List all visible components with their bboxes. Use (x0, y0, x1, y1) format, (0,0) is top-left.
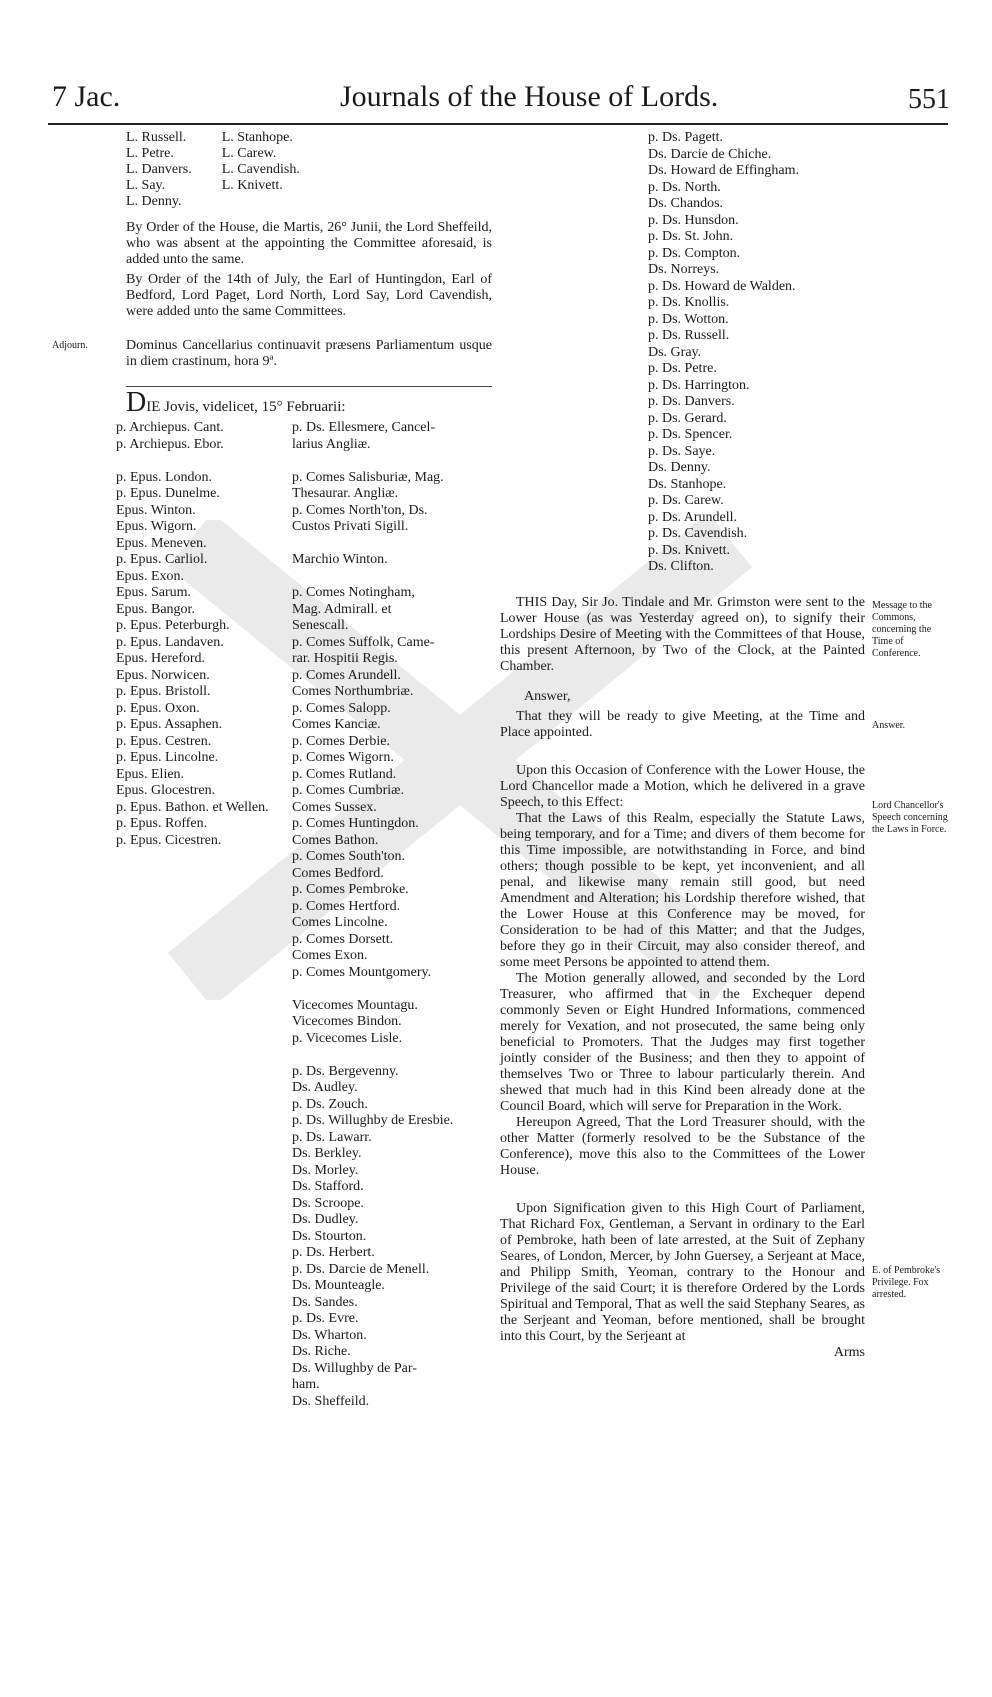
attendance-entry: Ds. Audley. (292, 1080, 358, 1095)
order-2: By Order of the 14th of July, the Earl of Huntingdon, Earl of Bedford, Lord Paget, Lord North, Lord Say, Lord Cavendish, were added unto the same Committees. (126, 272, 492, 319)
margin-chancellor: Lord Chancellor's Speech concerning the Laws in Force. (872, 800, 948, 835)
attendance-entry: Epus. Winton. (116, 502, 196, 518)
catchword: Arms (833, 1345, 865, 1360)
conference-paragraph: Upon this Occasion of Conference with the Lower House, the Lord Chancellor made a Motion, which he delivered in a grave Speech, to this Effect: (500, 763, 865, 810)
attendance-entry: p. Ds. Evre. (292, 1311, 359, 1326)
attendance-entry: Thesaurar. Angliæ. (292, 486, 399, 501)
committee-lord: L. Danvers. (126, 162, 192, 177)
attendance-entry: rar. Hospitii Regis. (292, 651, 398, 666)
attendance-entry: p. Ds. Lawarr. (292, 1129, 372, 1145)
attendance-peers (292, 420, 453, 1410)
attendance-entry: p. Epus. Cestren. (116, 733, 212, 749)
attendance-entry: Comes Northumbriæ. (292, 684, 414, 699)
attendance-entry: p. Ds. Russell. (648, 328, 730, 343)
attendance-entry (292, 569, 453, 586)
attendance-entry: Ds. Dudley. (292, 1212, 359, 1227)
attendance-entry: Ds. Stanhope. (648, 476, 727, 492)
attendance-entry: Comes Kanciæ. (292, 717, 381, 732)
attendance-entry: p. Comes Salisburiæ, Mag. (292, 469, 444, 485)
right-column (500, 595, 865, 1361)
attendance-entry: Ds. Gray. (648, 344, 702, 360)
attendance-entry: p. Epus. Oxon. (116, 700, 200, 716)
attendance-entry: p. Comes Hertford. (292, 898, 401, 914)
attendance-entry: Comes Exon. (292, 948, 368, 963)
attendance-entry: Senescall. (292, 618, 349, 633)
left-column (52, 130, 492, 418)
attendance-entry: p. Ds. Carew. (648, 493, 724, 508)
attendance-entry: p. Ds. Petre. (648, 361, 717, 376)
attendance-entry: p. Comes Mountgomery. (292, 964, 432, 980)
attendance-entry: p. Epus. Cicestren. (116, 832, 222, 848)
attendance-entry: Epus. Elien. (116, 766, 185, 782)
attendance-entry: p. Ds. Wotton. (648, 311, 729, 327)
day-heading (126, 386, 492, 418)
attendance-entry: Ds. Howard de Effingham. (648, 163, 799, 178)
attendance-entry: Epus. Meneven. (116, 535, 207, 551)
committee-lord: L. Carew. (221, 146, 277, 161)
committee-lord: L. Denny. (126, 194, 182, 209)
attendance-entry: Ds. Willughby de Par- (292, 1360, 417, 1376)
attendance-entry: p. Ds. Herbert. (292, 1245, 375, 1260)
attendance-entry: Ds. Morley. (292, 1162, 359, 1178)
attendance-entry: p. Ds. Knivett. (648, 542, 731, 558)
agreed-paragraph: Hereupon Agreed, That the Lord Treasurer should, with the other Matter (formerly resolved to be the Substance of the Conference), move this also to the Committees of the Lower House. (500, 1115, 865, 1178)
attendance-entry: p. Epus. Peterburgh. (116, 618, 230, 633)
attendance-entry: p. Epus. Bathon. et Wellen. (116, 799, 269, 815)
attendance-entry: Ds. Sandes. (292, 1294, 358, 1310)
attendance-entry: p. Ds. Ellesmere, Cancel- (292, 420, 436, 435)
day-heading-text: IE Jovis, videlicet, 15° Februarii: (146, 399, 346, 415)
attendance-entry: p. Comes Rutland. (292, 766, 397, 782)
margin-adjourn: Adjourn. (52, 340, 88, 351)
attendance-entry: Ds. Scroope. (292, 1195, 364, 1211)
attendance-entry: ham. (292, 1377, 320, 1392)
attendance-entry: p. Comes South'ton. (292, 849, 405, 864)
attendance-entry: p. Comes Pembroke. (292, 882, 409, 897)
attendance-entry: p. Ds. Willughby de Eresbie. (292, 1113, 454, 1128)
attendance-barons (648, 130, 799, 576)
attendance-entry: p. Comes Cumbriæ. (292, 783, 405, 798)
attendance-entry: p. Ds. Bergevenny. (292, 1063, 399, 1079)
attendance-entry (292, 1047, 453, 1064)
treasurer-paragraph: The Motion generally allowed, and seconded by the Lord Treasurer, who affirmed that in the Exchequer depend commonly Seven or Eight Hundred Informations, commenced merely for Vexation, and not prosecuted, the same being only beneficial to Promoters. That the Judges may first together jointly consider of the Business; and then they to appoint of themselves Two or Three to labour particularly therein. And shewed that much had in this Kind been already done at the Council Board, which will serve for Preparation in the Work. (500, 971, 865, 1114)
attendance-entry: p. Ds. Danvers. (648, 394, 735, 409)
attendance-entry: Epus. Hereford. (116, 651, 206, 666)
attendance-entry: p. Ds. Compton. (648, 245, 741, 261)
attendance-entry: Epus. Norwicen. (116, 667, 210, 683)
header-title: Journals of the House of Lords. (340, 80, 719, 113)
attendance-entry: Epus. Wigorn. (116, 519, 197, 534)
attendance-entry: p. Archiepus. Cant. (116, 420, 224, 435)
attendance-entry: p. Ds. North. (648, 179, 721, 195)
committee-lords (126, 130, 492, 210)
attendance-entry: larius Angliæ. (292, 436, 371, 452)
attendance-entry: p. Epus. Roffen. (116, 816, 208, 831)
attendance-entry: p. Ds. Gerard. (648, 410, 727, 426)
attendance-entry: Comes Lincolne. (292, 915, 388, 930)
attendance-entry: p. Ds. Howard de Walden. (648, 278, 796, 294)
attendance-entry: p. Comes Notingham, (292, 585, 415, 600)
committee-col-1 (126, 130, 192, 210)
attendance-entry: Ds. Wharton. (292, 1327, 367, 1343)
attendance-bishops (116, 420, 269, 849)
attendance-entry: p. Ds. Knollis. (648, 295, 730, 310)
attendance-entry: Ds. Clifton. (648, 559, 714, 574)
attendance-entry (116, 453, 269, 470)
page-number: 551 (908, 84, 950, 115)
committee-lord: L. Say. (126, 178, 166, 193)
attendance-entry: Custos Privati Sigill. (292, 519, 409, 534)
attendance-entry: p. Comes Huntingdon. (292, 816, 419, 831)
attendance-entry: p. Comes Salopp. (292, 700, 391, 716)
attendance-entry: p. Epus. Lincolne. (116, 750, 219, 765)
committee-col-2 (222, 130, 300, 210)
attendance-entry: p. Epus. Assaphen. (116, 717, 223, 732)
committee-lord: L. Cavendish. (221, 162, 300, 177)
attendance-entry: p. Comes Wigorn. (292, 750, 394, 765)
attendance-entry: Comes Sussex. (292, 799, 377, 815)
attendance-entry: p. Epus. Landaven. (116, 634, 224, 650)
attendance-entry: p. Ds. Saye. (648, 443, 716, 459)
margin-message: Message to the Commons, concerning the Time of Conference. (872, 600, 932, 659)
attendance-entry: Mag. Admirall. et (292, 601, 392, 617)
attendance-entry: p. Ds. Cavendish. (648, 526, 748, 541)
margin-answer: Answer. (872, 720, 906, 731)
attendance-entry: Ds. Berkley. (292, 1146, 362, 1161)
attendance-entry: Comes Bedford. (292, 865, 384, 881)
attendance-entry: p. Ds. Arundell. (648, 509, 738, 525)
answer-label: Answer, (524, 689, 571, 704)
chancellor-speech: That the Laws of this Realm, especially the Statute Laws, being temporary, and for a Time; and divers of them become for this Time impossible, are notwithstanding in Force, and bind others; though possible to be kept, yet inconvenient, and all penal, and likewise many remain still good, but need Amendment and Alteration; his Lordship therefore wished, that the Lower House at this Conference may be moved, for Consideration to be had of this Matter; and that the Judges, before they go in their Circuit, may also consider thereof, and some meet Persons be appointed to attend them. (500, 811, 865, 970)
attendance-entry: p. Ds. St. John. (648, 229, 734, 244)
drop-initial: D (126, 387, 147, 418)
attendance-entry: p. Epus. Dunelme. (116, 486, 220, 501)
attendance-entry: Marchio Winton. (292, 552, 388, 567)
attendance-entry: p. Epus. Carliol. (116, 552, 208, 567)
attendance-entry: Ds. Norreys. (648, 262, 720, 277)
header-regnal-year: 7 Jac. (52, 80, 121, 113)
committee-lord: L. Russell. (126, 130, 187, 145)
attendance-entry: p. Comes Arundell. (292, 667, 401, 683)
committee-lord: L. Knivett. (221, 178, 283, 193)
attendance-entry: Ds. Denny. (648, 460, 711, 475)
attendance-entry: Comes Bathon. (292, 832, 379, 848)
attendance-entry (292, 536, 453, 553)
attendance-entry: Epus. Bangor. (116, 601, 195, 617)
order-1: By Order of the House, die Martis, 26° Junii, the Lord Sheffeild, who was absent at the appointing the Committee aforesaid, is added unto the same. (126, 220, 492, 267)
attendance-entry: p. Epus. Bristoll. (116, 684, 211, 699)
adjourn-text: Dominus Cancellarius continuavit præsens Parliamentum usque in diem crastinum, hora 9ª. (126, 338, 492, 369)
attendance-entry (292, 453, 453, 470)
attendance-entry: p. Ds. Pagett. (648, 130, 724, 145)
attendance-entry: p. Ds. Zouch. (292, 1096, 368, 1112)
attendance-entry: p. Comes Suffolk, Came- (292, 634, 435, 650)
attendance-entry: Ds. Mounteagle. (292, 1278, 385, 1293)
attendance-entry: Epus. Glocestren. (116, 783, 216, 798)
attendance-entry: p. Comes Derbie. (292, 733, 390, 749)
message-paragraph: THIS Day, Sir Jo. Tindale and Mr. Grimston were sent to the Lower House (as was Yesterday agreed on), to signify their Lordships Desire of Meeting with the Committees of that House, this present Afternoon, by Two of the Clock, at the Painted Chamber. (500, 595, 865, 674)
privilege-paragraph: Upon Signification given to this High Court of Parliament, That Richard Fox, Gentleman, a Servant in ordinary to the Earl of Pembroke, hath been of late arrested, at the Suit of Zephany Seares, of London, Mercer, by John Guersey, a Serjeant at Mace, and Philipp Smith, Yeoman, contrary to the Honour and Privilege of the said Court; it is therefore Ordered by the Lords Spiritual and Temporal, That as well the said Stephany Seares, as the Serjeant and Yeoman, before mentioned, shall be brought into this Court, by the Serjeant at (500, 1201, 865, 1344)
attendance-entry: p. Epus. London. (116, 469, 213, 485)
attendance-entry: Ds. Stafford. (292, 1179, 364, 1194)
answer-text: That they will be ready to give Meeting, at the Time and Place appointed. (500, 709, 865, 740)
attendance-entry: Vicecomes Mountagu. (292, 997, 418, 1013)
attendance-entry: Ds. Chandos. (648, 196, 724, 211)
attendance-entry: Epus. Sarum. (116, 585, 192, 600)
attendance-entry: Epus. Exon. (116, 568, 185, 584)
attendance-entry: p. Ds. Hunsdon. (648, 212, 739, 228)
attendance-entry (292, 981, 453, 998)
attendance-entry: Ds. Stourton. (292, 1228, 367, 1244)
margin-pembroke: E. of Pembroke's Privilege. Fox arrested. (872, 1265, 941, 1300)
attendance-entry: p. Ds. Harrington. (648, 377, 750, 393)
attendance-entry: p. Vicecomes Lisle. (292, 1030, 403, 1046)
attendance-entry: Ds. Riche. (292, 1344, 351, 1359)
attendance-entry: p. Ds. Spencer. (648, 427, 733, 442)
committee-lord: L. Stanhope. (221, 130, 293, 145)
attendance-entry: Ds. Darcie de Chiche. (648, 146, 772, 162)
attendance-entry: p. Comes Dorsett. (292, 931, 394, 947)
attendance-entry: Ds. Sheffeild. (292, 1393, 370, 1409)
committee-lord: L. Petre. (126, 146, 174, 161)
attendance-entry: p. Ds. Darcie de Menell. (292, 1261, 430, 1277)
attendance-entry: p. Archiepus. Ebor. (116, 436, 224, 452)
header-rule (48, 123, 948, 125)
attendance-entry: p. Comes North'ton, Ds. (292, 502, 428, 518)
attendance-entry: Vicecomes Bindon. (292, 1014, 402, 1029)
